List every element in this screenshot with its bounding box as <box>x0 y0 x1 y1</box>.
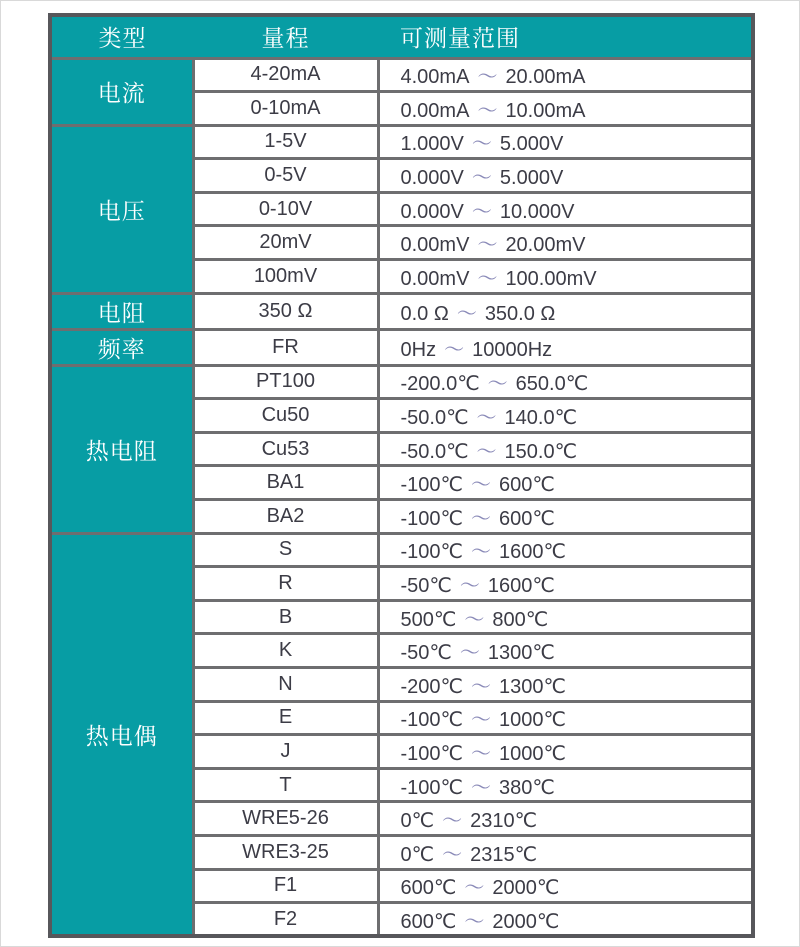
measurable-cell <box>378 432 753 466</box>
range-cell: F1 <box>193 869 378 903</box>
range-separator: ～ <box>471 776 491 799</box>
measurable-cell <box>378 500 753 534</box>
range-separator: ～ <box>471 167 492 190</box>
range-min: -50.0℃ <box>400 440 469 463</box>
measurable-cell <box>378 869 753 903</box>
range-max: 350.0 Ω <box>484 302 556 325</box>
range-min: -50℃ <box>400 642 452 665</box>
table-row <box>50 58 753 92</box>
range-separator: ～ <box>477 267 498 290</box>
range-min: 0℃ <box>400 810 435 833</box>
range-separator: ～ <box>471 709 491 732</box>
range-cell: 20mV <box>193 226 378 260</box>
measurable-cell <box>378 260 753 294</box>
range-min: 0.00mA <box>400 99 470 122</box>
measurable-cell <box>378 226 753 260</box>
header-row <box>50 15 753 58</box>
measurable-cell <box>378 466 753 500</box>
measurable-cell <box>378 533 753 567</box>
range-max: 1300℃ <box>487 642 555 665</box>
range-min: 600℃ <box>400 910 457 933</box>
range-max: 1000℃ <box>499 709 566 732</box>
range-separator: ～ <box>442 843 463 866</box>
range-separator: ～ <box>444 338 465 361</box>
range-max: 650.0℃ <box>515 373 589 396</box>
range-separator: ～ <box>442 810 463 833</box>
range-min: -100℃ <box>400 742 463 765</box>
range-separator: ～ <box>459 642 480 665</box>
measurable-cell <box>378 600 753 634</box>
range-cell: WRE5-26 <box>193 802 378 836</box>
measurable-cell <box>378 567 753 601</box>
measurable-cell <box>378 735 753 769</box>
range-cell: 100mV <box>193 260 378 294</box>
range-min: 0℃ <box>400 843 435 866</box>
measurable-cell <box>378 634 753 668</box>
range-max: 1000℃ <box>499 742 566 765</box>
range-min: -200.0℃ <box>400 373 480 396</box>
measurable-cell <box>378 329 753 365</box>
range-cell: BA2 <box>193 500 378 534</box>
range-cell: BA1 <box>193 466 378 500</box>
table-row <box>50 125 753 159</box>
measurable-cell <box>378 768 753 802</box>
range-cell: Cu53 <box>193 432 378 466</box>
range-cell: PT100 <box>193 365 378 399</box>
range-max: 1600℃ <box>487 575 555 598</box>
measurable-cell <box>378 92 753 126</box>
range-separator: ～ <box>464 608 485 631</box>
range-separator: ～ <box>471 541 491 564</box>
range-min: 0.0 Ω <box>400 302 449 325</box>
range-cell: 350 Ω <box>193 293 378 329</box>
range-separator: ～ <box>487 373 508 396</box>
type-cell: 电压 <box>50 125 193 293</box>
range-min: 0Hz <box>400 338 437 361</box>
header-range: 量程 <box>193 15 378 58</box>
table-row <box>50 365 753 399</box>
range-max: 5.000V <box>499 167 564 190</box>
range-cell: T <box>193 768 378 802</box>
table-row <box>50 329 753 365</box>
range-cell: B <box>193 600 378 634</box>
range-separator: ～ <box>477 234 498 257</box>
type-cell: 频率 <box>50 329 193 365</box>
range-separator: ～ <box>477 99 498 122</box>
range-cell: Cu50 <box>193 399 378 433</box>
measurement-range-table <box>48 13 755 938</box>
range-separator: ～ <box>471 133 492 156</box>
range-min: 0.000V <box>400 200 464 223</box>
range-separator: ～ <box>471 507 491 530</box>
range-separator: ～ <box>471 675 491 698</box>
type-cell: 电阻 <box>50 293 193 329</box>
measurable-cell <box>378 293 753 329</box>
range-min: 0.000V <box>400 167 464 190</box>
range-separator: ～ <box>456 302 477 325</box>
range-max: 20.00mA <box>505 66 586 89</box>
range-cell: E <box>193 701 378 735</box>
table-row <box>50 293 753 329</box>
range-max: 150.0℃ <box>504 440 578 463</box>
type-cell: 热电偶 <box>50 533 193 936</box>
range-min: 4.00mA <box>400 66 470 89</box>
range-separator: ～ <box>476 407 497 430</box>
range-max: 2315℃ <box>470 843 538 866</box>
range-max: 2310℃ <box>470 810 538 833</box>
range-max: 800℃ <box>492 608 549 631</box>
range-cell: K <box>193 634 378 668</box>
range-cell: 0-10mA <box>193 92 378 126</box>
measurable-cell <box>378 668 753 702</box>
range-min: -50℃ <box>400 575 452 598</box>
range-separator: ～ <box>464 877 485 900</box>
range-max: 100.00mV <box>505 267 597 290</box>
type-cell: 电流 <box>50 58 193 125</box>
range-min: -100℃ <box>400 776 463 799</box>
range-max: 600℃ <box>499 474 555 497</box>
range-separator: ～ <box>464 910 485 933</box>
range-cell: N <box>193 668 378 702</box>
range-max: 2000℃ <box>492 877 560 900</box>
range-cell: FR <box>193 329 378 365</box>
range-cell: 0-10V <box>193 192 378 226</box>
range-min: 600℃ <box>400 877 457 900</box>
measurable-cell <box>378 399 753 433</box>
measurable-cell <box>378 701 753 735</box>
range-min: 1.000V <box>400 133 464 156</box>
range-min: 0.00mV <box>400 234 470 257</box>
range-cell: S <box>193 533 378 567</box>
range-min: -50.0℃ <box>400 407 469 430</box>
range-min: 0.00mV <box>400 267 470 290</box>
range-cell: WRE3-25 <box>193 835 378 869</box>
range-separator: ～ <box>459 575 480 598</box>
range-min: 500℃ <box>400 608 457 631</box>
table-row <box>50 533 753 567</box>
range-min: -100℃ <box>400 541 463 564</box>
range-max: 5.000V <box>499 133 564 156</box>
range-cell: 0-5V <box>193 159 378 193</box>
measurable-cell <box>378 802 753 836</box>
range-cell: F2 <box>193 903 378 937</box>
range-max: 10000Hz <box>472 338 553 361</box>
range-max: 10.00mA <box>505 99 586 122</box>
type-cell: 热电阻 <box>50 365 193 533</box>
range-max: 1600℃ <box>499 541 566 564</box>
range-min: -200℃ <box>400 675 463 698</box>
header-measurable: 可测量范围 <box>378 15 753 58</box>
range-max: 2000℃ <box>492 910 560 933</box>
range-max: 10.000V <box>499 200 575 223</box>
range-max: 600℃ <box>499 507 555 530</box>
measurable-cell <box>378 835 753 869</box>
range-cell: 1-5V <box>193 125 378 159</box>
range-cell: R <box>193 567 378 601</box>
measurable-cell <box>378 365 753 399</box>
range-min: -100℃ <box>400 474 463 497</box>
range-cell: 4-20mA <box>193 58 378 92</box>
measurable-cell <box>378 159 753 193</box>
range-separator: ～ <box>471 742 491 765</box>
measurable-cell <box>378 903 753 937</box>
table-body <box>50 58 753 936</box>
measurable-cell <box>378 125 753 159</box>
range-min: -100℃ <box>400 709 463 732</box>
header-type: 类型 <box>50 15 193 58</box>
range-max: 140.0℃ <box>504 407 578 430</box>
range-cell: J <box>193 735 378 769</box>
range-max: 1300℃ <box>499 675 566 698</box>
range-separator: ～ <box>471 200 492 223</box>
range-separator: ～ <box>476 440 497 463</box>
range-separator: ～ <box>477 66 498 89</box>
range-max: 20.00mV <box>505 234 586 257</box>
range-max: 380℃ <box>499 776 555 799</box>
range-separator: ～ <box>471 474 491 497</box>
measurable-cell <box>378 58 753 92</box>
range-min: -100℃ <box>400 507 463 530</box>
measurable-cell <box>378 192 753 226</box>
